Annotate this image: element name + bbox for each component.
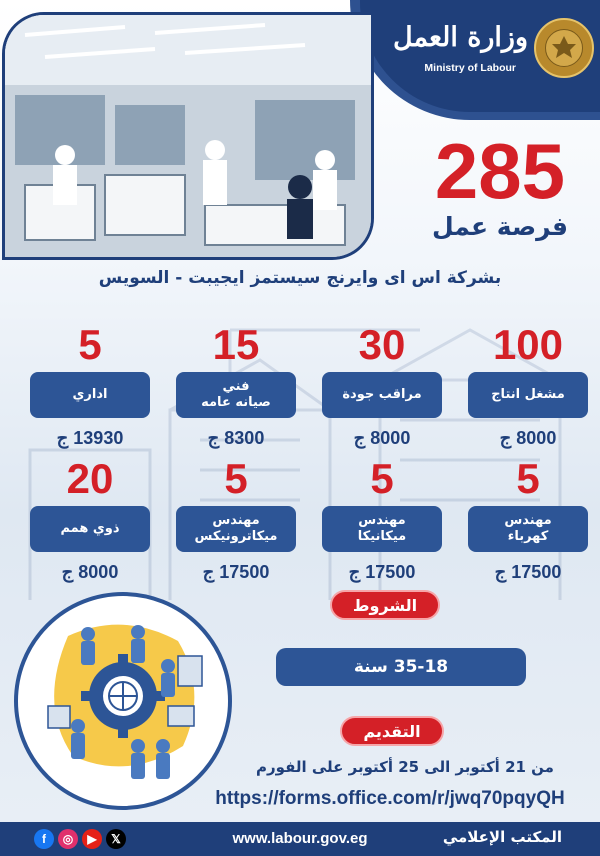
job-title: مشغل انتاج — [468, 372, 588, 418]
factory-photo — [2, 12, 374, 260]
ministry-seal-logo — [534, 18, 594, 78]
age-requirement: 35-18 سنة — [276, 648, 526, 686]
job-title: فني صيانه عامه — [176, 372, 296, 418]
job-salary: 17500 ج — [494, 562, 562, 582]
job-title: مهندس كهرباء — [468, 506, 588, 552]
job-salary: 17500 ج — [348, 562, 416, 582]
job-count: 5 — [224, 455, 248, 502]
job-card — [176, 321, 296, 449]
company-name: بشركة اس اى وايرنج سيستمز ايجيبت - السويس — [98, 268, 502, 288]
total-jobs-label: فرصة عمل — [431, 212, 569, 241]
media-office-label: المكتب الإعلامي — [442, 828, 562, 846]
job-salary: 8300 ج — [207, 428, 265, 448]
job-salary: 13930 ج — [56, 428, 124, 448]
teamwork-illustration — [14, 592, 232, 810]
job-title: اداري — [30, 372, 150, 418]
job-card — [468, 321, 588, 449]
job-title: ذوي همم — [30, 506, 150, 552]
job-count: 30 — [358, 321, 406, 368]
job-salary: 8000 ج — [353, 428, 411, 448]
job-card — [468, 455, 588, 583]
x-icon[interactable]: 𝕏 — [106, 829, 126, 849]
job-title: مراقب جودة — [322, 372, 442, 418]
job-count: 100 — [492, 321, 564, 368]
job-count: 20 — [66, 455, 114, 502]
ministry-name-ar: وزارة العمل — [393, 22, 528, 53]
job-count: 15 — [212, 321, 260, 368]
job-count: 5 — [78, 321, 102, 368]
job-salary: 17500 ج — [202, 562, 270, 582]
instagram-icon[interactable]: ◎ — [58, 829, 78, 849]
apply-title: التقديم — [340, 716, 444, 746]
youtube-icon[interactable]: ▶ — [82, 829, 102, 849]
job-card — [30, 321, 150, 449]
website-link[interactable]: www.labour.gov.eg — [232, 830, 368, 847]
job-salary: 8000 ج — [499, 428, 557, 448]
total-jobs-count: 285 — [434, 127, 566, 215]
job-card — [322, 455, 442, 583]
job-salary: 8000 ج — [61, 562, 119, 582]
facebook-icon[interactable]: f — [34, 829, 54, 849]
ministry-name-en: Ministry of Labour — [424, 62, 516, 74]
job-card — [176, 455, 296, 583]
job-title: مهندس ميكانيكا — [322, 506, 442, 552]
job-count: 5 — [516, 455, 540, 502]
job-count: 5 — [370, 455, 394, 502]
apply-period: من 21 أكتوبر الى 25 أكتوبر على الفورم — [256, 758, 554, 776]
job-card — [30, 455, 150, 583]
job-title: مهندس ميكاترونيكس — [176, 506, 296, 552]
conditions-title: الشروط — [330, 590, 440, 620]
footer-bar — [0, 822, 600, 856]
apply-form-link[interactable]: https://forms.office.com/r/jwq70pqyQH — [215, 788, 565, 809]
job-card — [322, 321, 442, 449]
